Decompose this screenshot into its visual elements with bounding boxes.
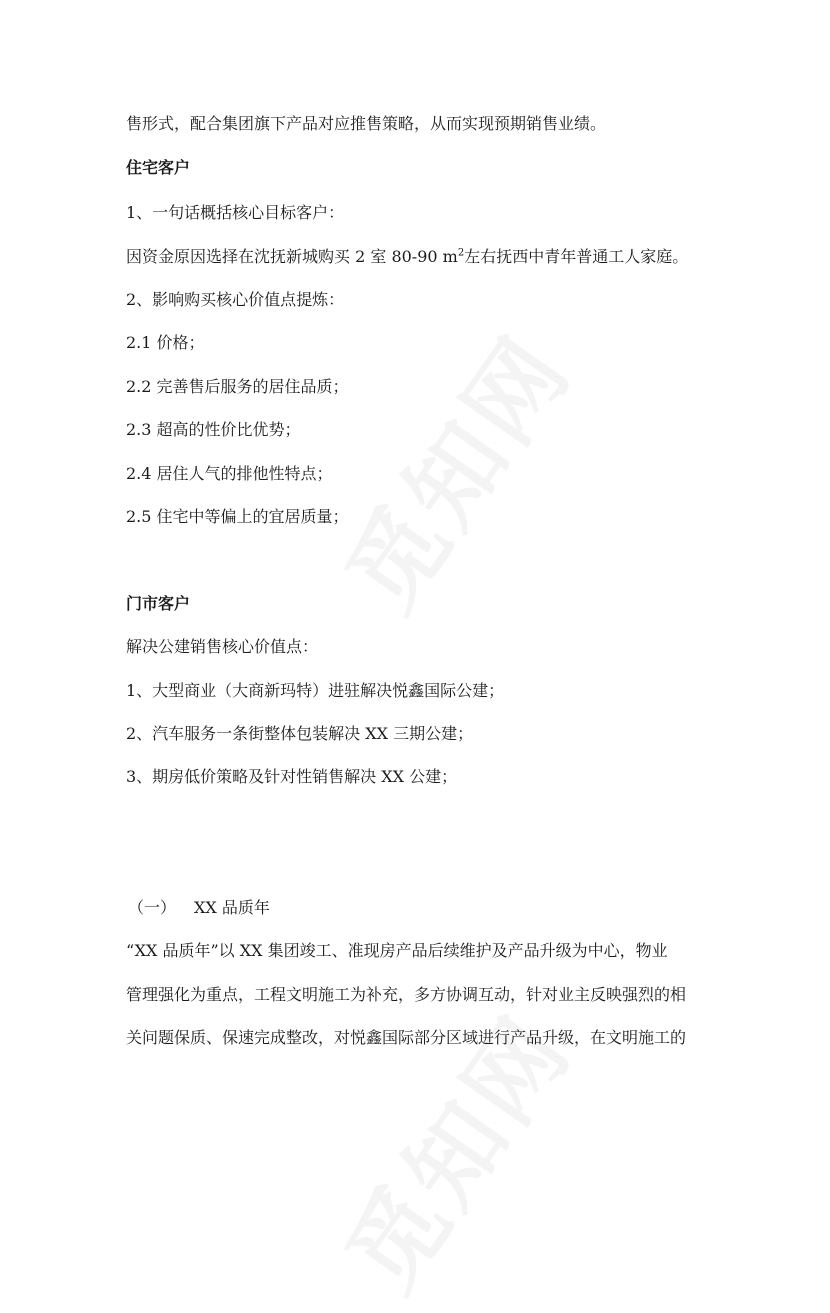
list-item: 2.1 价格； <box>126 333 205 352</box>
list-item: 1、大型商业（大商新玛特）进驻解决悦鑫国际公建； <box>126 681 505 700</box>
paragraph-line: 售形式，配合集团旗下产品对应推售策略，从而实现预期销售业绩。 <box>126 114 607 133</box>
paragraph-line: “XX 品质年”以 XX 集团竣工、准现房产品后续维护及产品升级为中心，物业 <box>126 941 668 960</box>
subsection-title: XX 品质年 <box>194 898 270 917</box>
list-item: 2.4 居住人气的排他性特点； <box>126 464 333 483</box>
paragraph-line: 关问题保质、保速完成整改，对悦鑫国际部分区域进行产品升级，在文明施工的 <box>126 1028 687 1047</box>
superscript: 2 <box>457 247 465 259</box>
watermark <box>309 304 597 633</box>
list-item: 2、汽车服务一条街整体包装解决 XX 三期公建； <box>126 724 474 743</box>
section-heading-shop: 门市客户 <box>126 594 191 613</box>
list-item: 2.5 住宅中等偏上的宜居质量； <box>126 507 349 526</box>
text-area-prefix: 因资金原因选择在沈抚新城购买 2 室 80-90 m <box>126 247 458 266</box>
section-heading-residential: 住宅客户 <box>126 158 191 177</box>
list-item: 3、期房低价策略及针对性销售解决 XX 公建； <box>126 767 458 786</box>
paragraph-line: 解决公建销售核心价值点： <box>126 637 319 656</box>
subsection-heading <box>128 898 270 918</box>
text-area-suffix: 左右抚西中青年普通工人家庭。 <box>464 247 689 266</box>
paragraph-line-area <box>126 247 688 267</box>
list-item: 2、影响购买核心价值点提炼： <box>126 290 345 309</box>
paragraph-line: 管理强化为重点，工程文明施工为补充，多方协调互动，针对业主反映强烈的相 <box>126 985 687 1004</box>
subsection-number: （一） <box>128 898 177 917</box>
list-item: 2.3 超高的性价比优势； <box>126 420 301 439</box>
list-item: 2.2 完善售后服务的居住品质； <box>126 377 349 396</box>
list-item: 1、一句话概括核心目标客户： <box>126 203 345 222</box>
